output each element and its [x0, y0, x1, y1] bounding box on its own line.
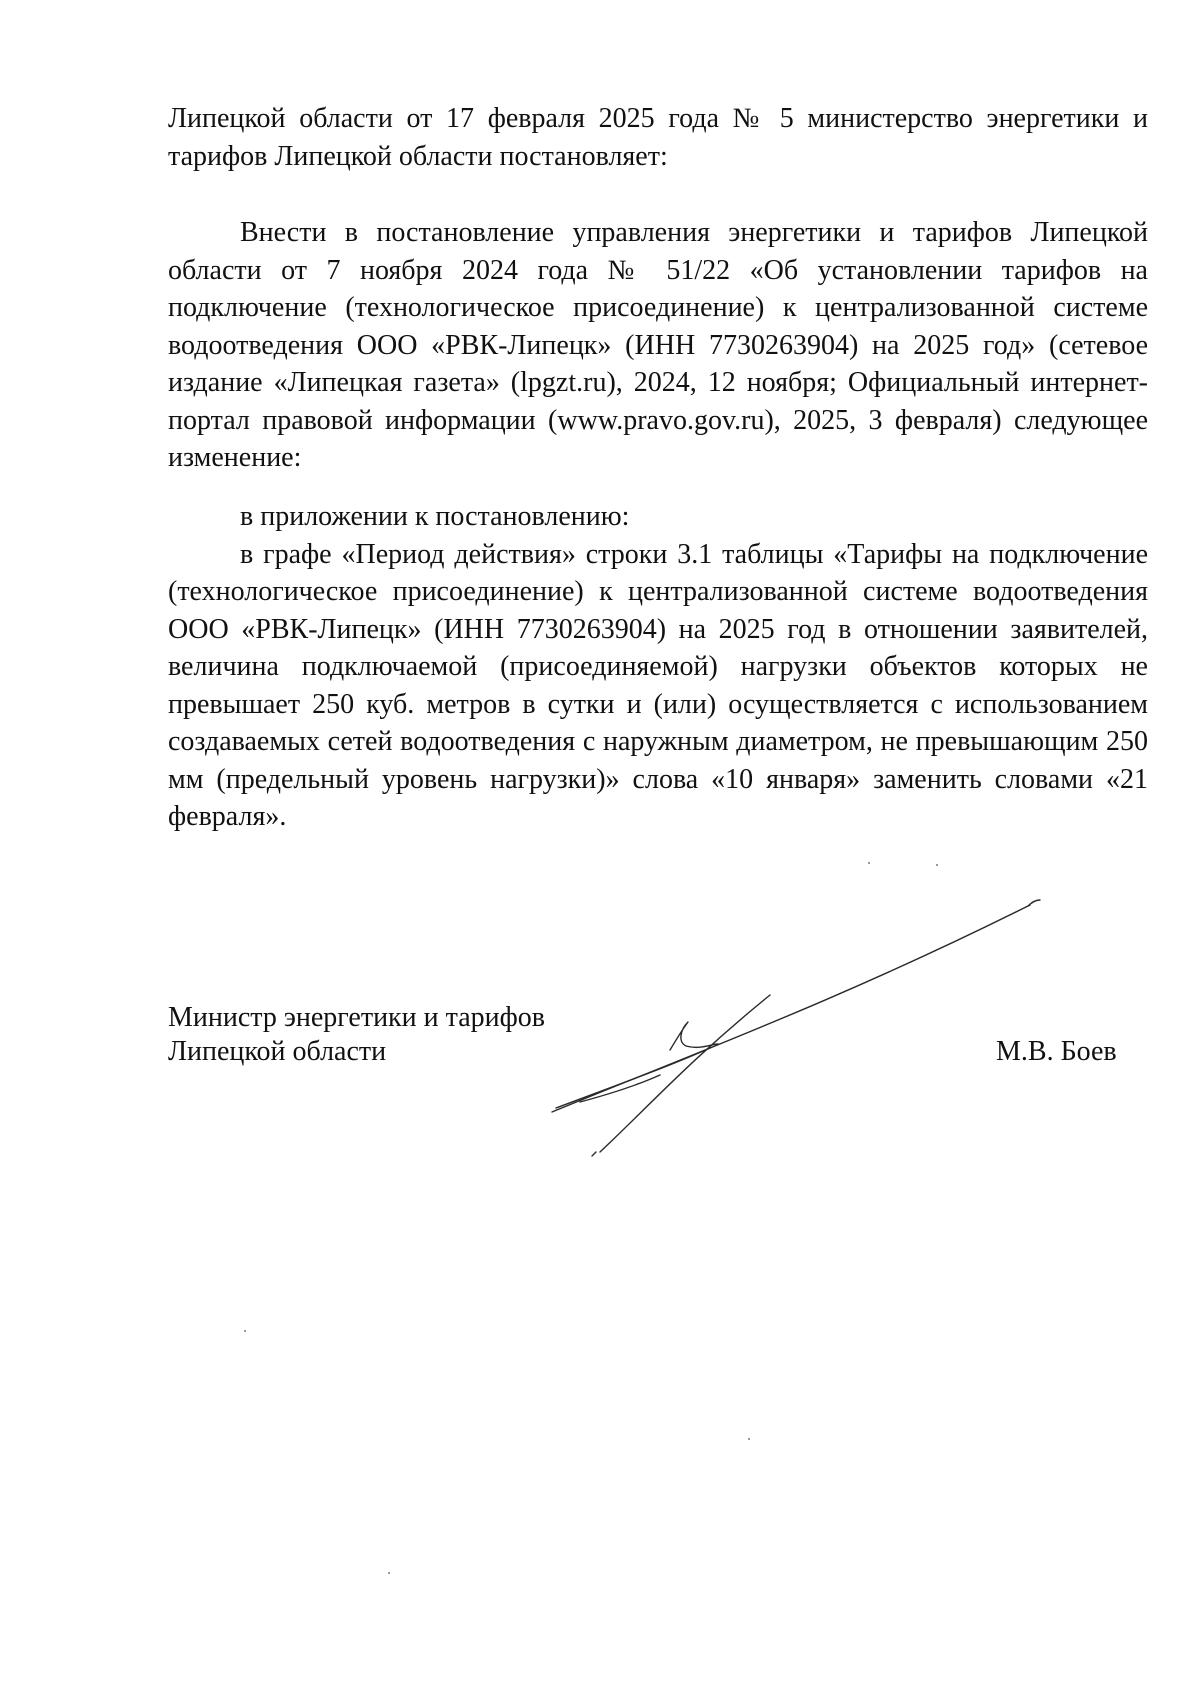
- scan-speck: [388, 1572, 390, 1574]
- main-paragraph: Внести в постановление управления энергетики и тарифов Липецкой области от 7 ноября 2024 года № 51/22 «Об установлении тарифов на подключение (технологическое присоединение) к централизованной системе водоотведения ООО «РВК-Липецк» (ИНН 7730263904) на 2025 год» (сетевое издание «Липецкая газета» (lpgzt.ru), 2024, 12 ноября; Официальный интернет-портал правовой информации (www.pravo.gov.ru), 2025, 3 февраля) следующее изменение:: [168, 217, 1148, 473]
- scan-speck: [748, 1438, 750, 1440]
- scan-speck: [244, 1330, 246, 1332]
- scan-speck: [936, 864, 938, 866]
- signer-position-line-2: Липецкой области: [168, 1036, 387, 1067]
- signer-position-line-1: Министр энергетики и тарифов: [168, 1002, 545, 1033]
- appendix-line: в приложении к постановлению:: [240, 501, 630, 532]
- handwritten-signature: [540, 870, 1060, 1160]
- signer-position: [168, 1001, 545, 1069]
- scan-speck: [868, 862, 870, 864]
- intro-paragraph-block: [168, 100, 1148, 175]
- amendment-paragraph: в графе «Период действия» строки 3.1 таблицы «Тарифы на подключение (технологическое присоединение) к централизованной системе водоотведения ООО «РВК-Липецк» (ИНН 7730263904) на 2025 год в отношении заявителей, величина подключаемой (присоединяемой) нагрузки объектов которых не превышает 250 куб. метров в сутки и (или) осуществляется с использованием создаваемых сетей водоотведения с наружным диаметром, не превышающим 250 мм (предельный уровень нагрузки)» слова «10 января» заменить словами «21 февраля».: [168, 538, 1148, 832]
- intro-paragraph: Липецкой области от 17 февраля 2025 года № 5 министерство энергетики и тарифов Липецкой области постановляет:: [168, 103, 1148, 172]
- amendment-block: [168, 498, 1148, 836]
- signer-name: М.В. Боев: [996, 1036, 1117, 1067]
- main-paragraph-block: [168, 214, 1148, 477]
